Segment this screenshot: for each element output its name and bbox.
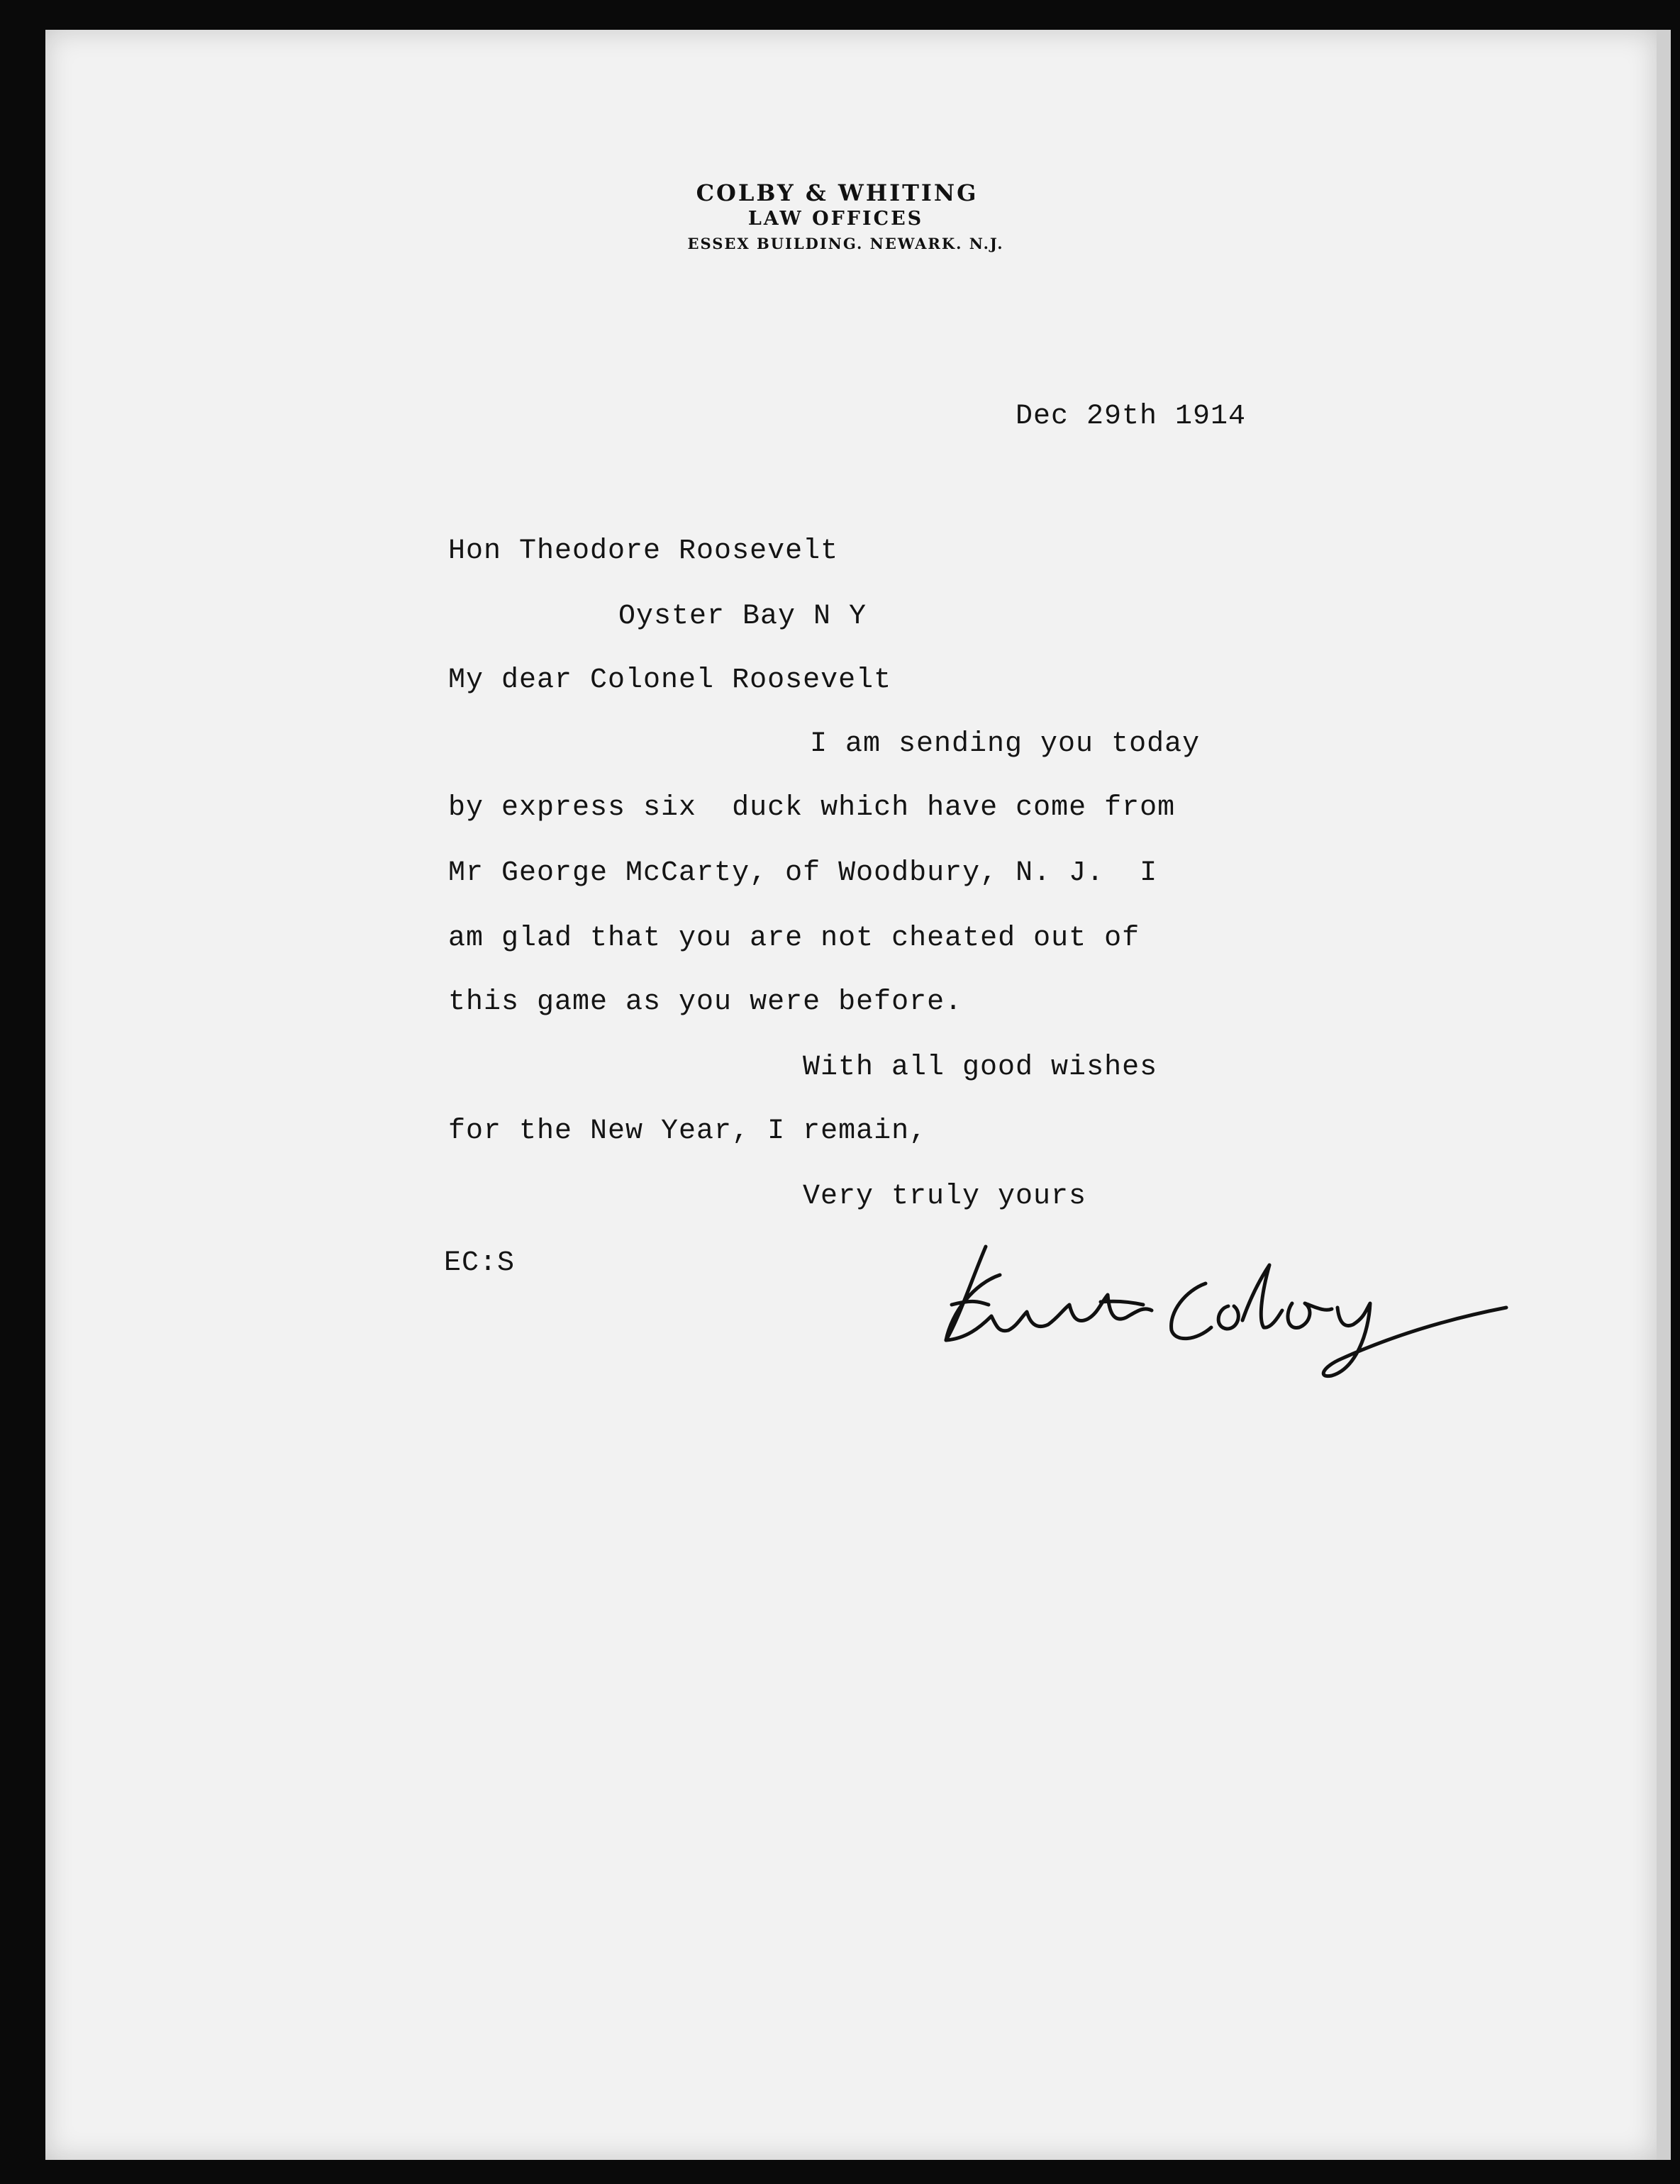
body-line: this game as you were before. bbox=[448, 986, 963, 1018]
handwritten-signature bbox=[930, 1234, 1512, 1390]
body-line: Mr George McCarty, of Woodbury, N. J. I bbox=[448, 857, 1158, 889]
body-line: I am sending you today bbox=[810, 728, 1201, 760]
salutation: My dear Colonel Roosevelt bbox=[448, 664, 892, 696]
recipient-name: Hon Theodore Roosevelt bbox=[448, 535, 839, 567]
letterhead-firm: COLBY & WHITING bbox=[696, 179, 979, 206]
body-line: for the New Year, I remain, bbox=[448, 1115, 928, 1147]
body-line: With all good wishes bbox=[803, 1052, 1158, 1083]
letterhead-address: ESSEX BUILDING. NEWARK. N.J. bbox=[687, 235, 1004, 252]
closing: Very truly yours bbox=[803, 1181, 1087, 1213]
body-line: by express six duck which have come from bbox=[448, 792, 1176, 824]
body-line: am glad that you are not cheated out of bbox=[448, 923, 1140, 954]
recipient-location: Oyster Bay N Y bbox=[618, 601, 867, 633]
letter-date: Dec 29th 1914 bbox=[1016, 401, 1247, 433]
sheet-edge bbox=[1657, 30, 1671, 2160]
typist-initials: EC:S bbox=[444, 1247, 516, 1279]
letterhead-subtitle: LAW OFFICES bbox=[747, 208, 924, 230]
letter-sheet bbox=[45, 30, 1657, 2160]
